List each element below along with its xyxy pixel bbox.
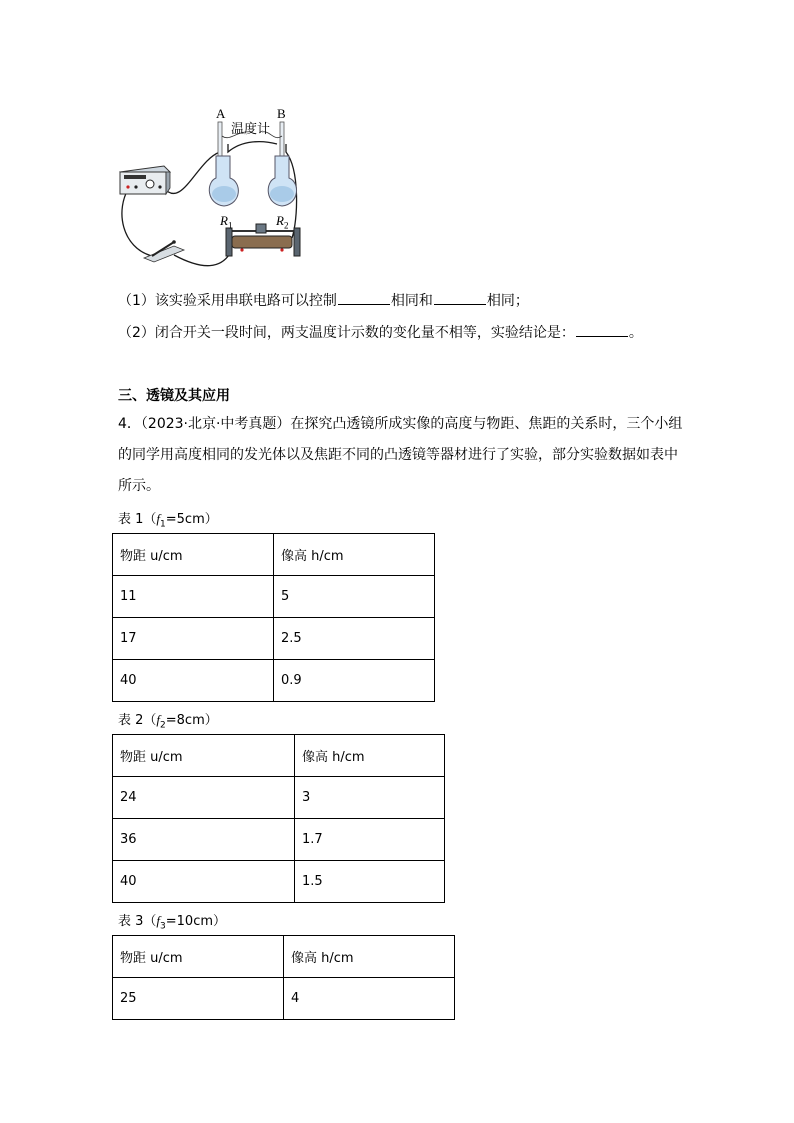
table-cell: 40	[113, 660, 274, 702]
thermometer-label: 温度计	[231, 122, 271, 137]
table-cell: 24	[113, 777, 295, 819]
table-row	[113, 819, 445, 861]
header-cell: 物距 u/cm	[113, 534, 274, 576]
power-supply	[120, 166, 170, 194]
header-cell: 像高 h/cm	[295, 735, 445, 777]
table-row	[113, 618, 435, 660]
table-cell: 17	[113, 618, 274, 660]
table-header-row	[113, 534, 435, 576]
table-cell: 4	[284, 978, 455, 1020]
header-cell: 像高 h/cm	[284, 936, 455, 978]
answer-blank[interactable]	[338, 290, 390, 305]
table-2-caption: 表 $2(f_2=8cm)$	[118, 712, 218, 731]
table-cell: 0.9	[274, 660, 435, 702]
table-1-caption: 表 $1(f_1=5cm)$	[118, 511, 218, 530]
question-2: （2）闭合开关一段时间，两支温度计示数的变化量不相等，实验结论是： 。	[118, 322, 643, 343]
table-cell: 40	[113, 861, 295, 903]
table-cell: 2.5	[274, 618, 435, 660]
table-cell: 5	[274, 576, 435, 618]
table-cell: 1.7	[295, 819, 445, 861]
rheostat	[226, 224, 300, 256]
table-cell: 3	[295, 777, 445, 819]
table-cell: 11	[113, 576, 274, 618]
table-header-row	[113, 735, 445, 777]
header-cell: 物距 u/cm	[113, 936, 284, 978]
circuit-diagram	[112, 100, 322, 272]
table-3-caption: 表 $3(f_3=10cm)$	[118, 913, 227, 932]
table-3	[112, 935, 455, 1020]
table-row	[113, 861, 445, 903]
answer-blank[interactable]	[434, 290, 486, 305]
table-row	[113, 576, 435, 618]
label-b: B	[277, 106, 286, 121]
problem-4-line-3: 所示。	[118, 478, 160, 494]
section-title: 三、透镜及其应用	[118, 388, 230, 404]
header-cell: 像高 h/cm	[274, 534, 435, 576]
table-cell: 36	[113, 819, 295, 861]
table-1	[112, 533, 435, 702]
problem-4-line-1: 4．（2023·北京·中考真题）在探究凸透镜所成实像的高度与物距、焦距的关系时，三个小组	[118, 416, 683, 432]
question-1: （1）该实验采用串联电路可以控制 相同和 相同；	[118, 290, 529, 311]
table-cell: 25	[113, 978, 284, 1020]
table-cell: 1.5	[295, 861, 445, 903]
table-header-row	[113, 936, 455, 978]
header-cell: 物距 u/cm	[113, 735, 295, 777]
table-row	[113, 660, 435, 702]
label-a: A	[216, 106, 226, 121]
answer-blank[interactable]	[576, 322, 628, 337]
table-row	[113, 978, 455, 1020]
table-2	[112, 734, 445, 903]
problem-4-line-2: 的同学用高度相同的发光体以及焦距不同的凸透镜等器材进行了实验，部分实验数据如表中	[118, 447, 678, 463]
label-r1: $R_1$	[220, 213, 233, 231]
knife-switch	[144, 240, 184, 262]
label-r2: $R_2$	[276, 213, 289, 231]
table-row	[113, 777, 445, 819]
